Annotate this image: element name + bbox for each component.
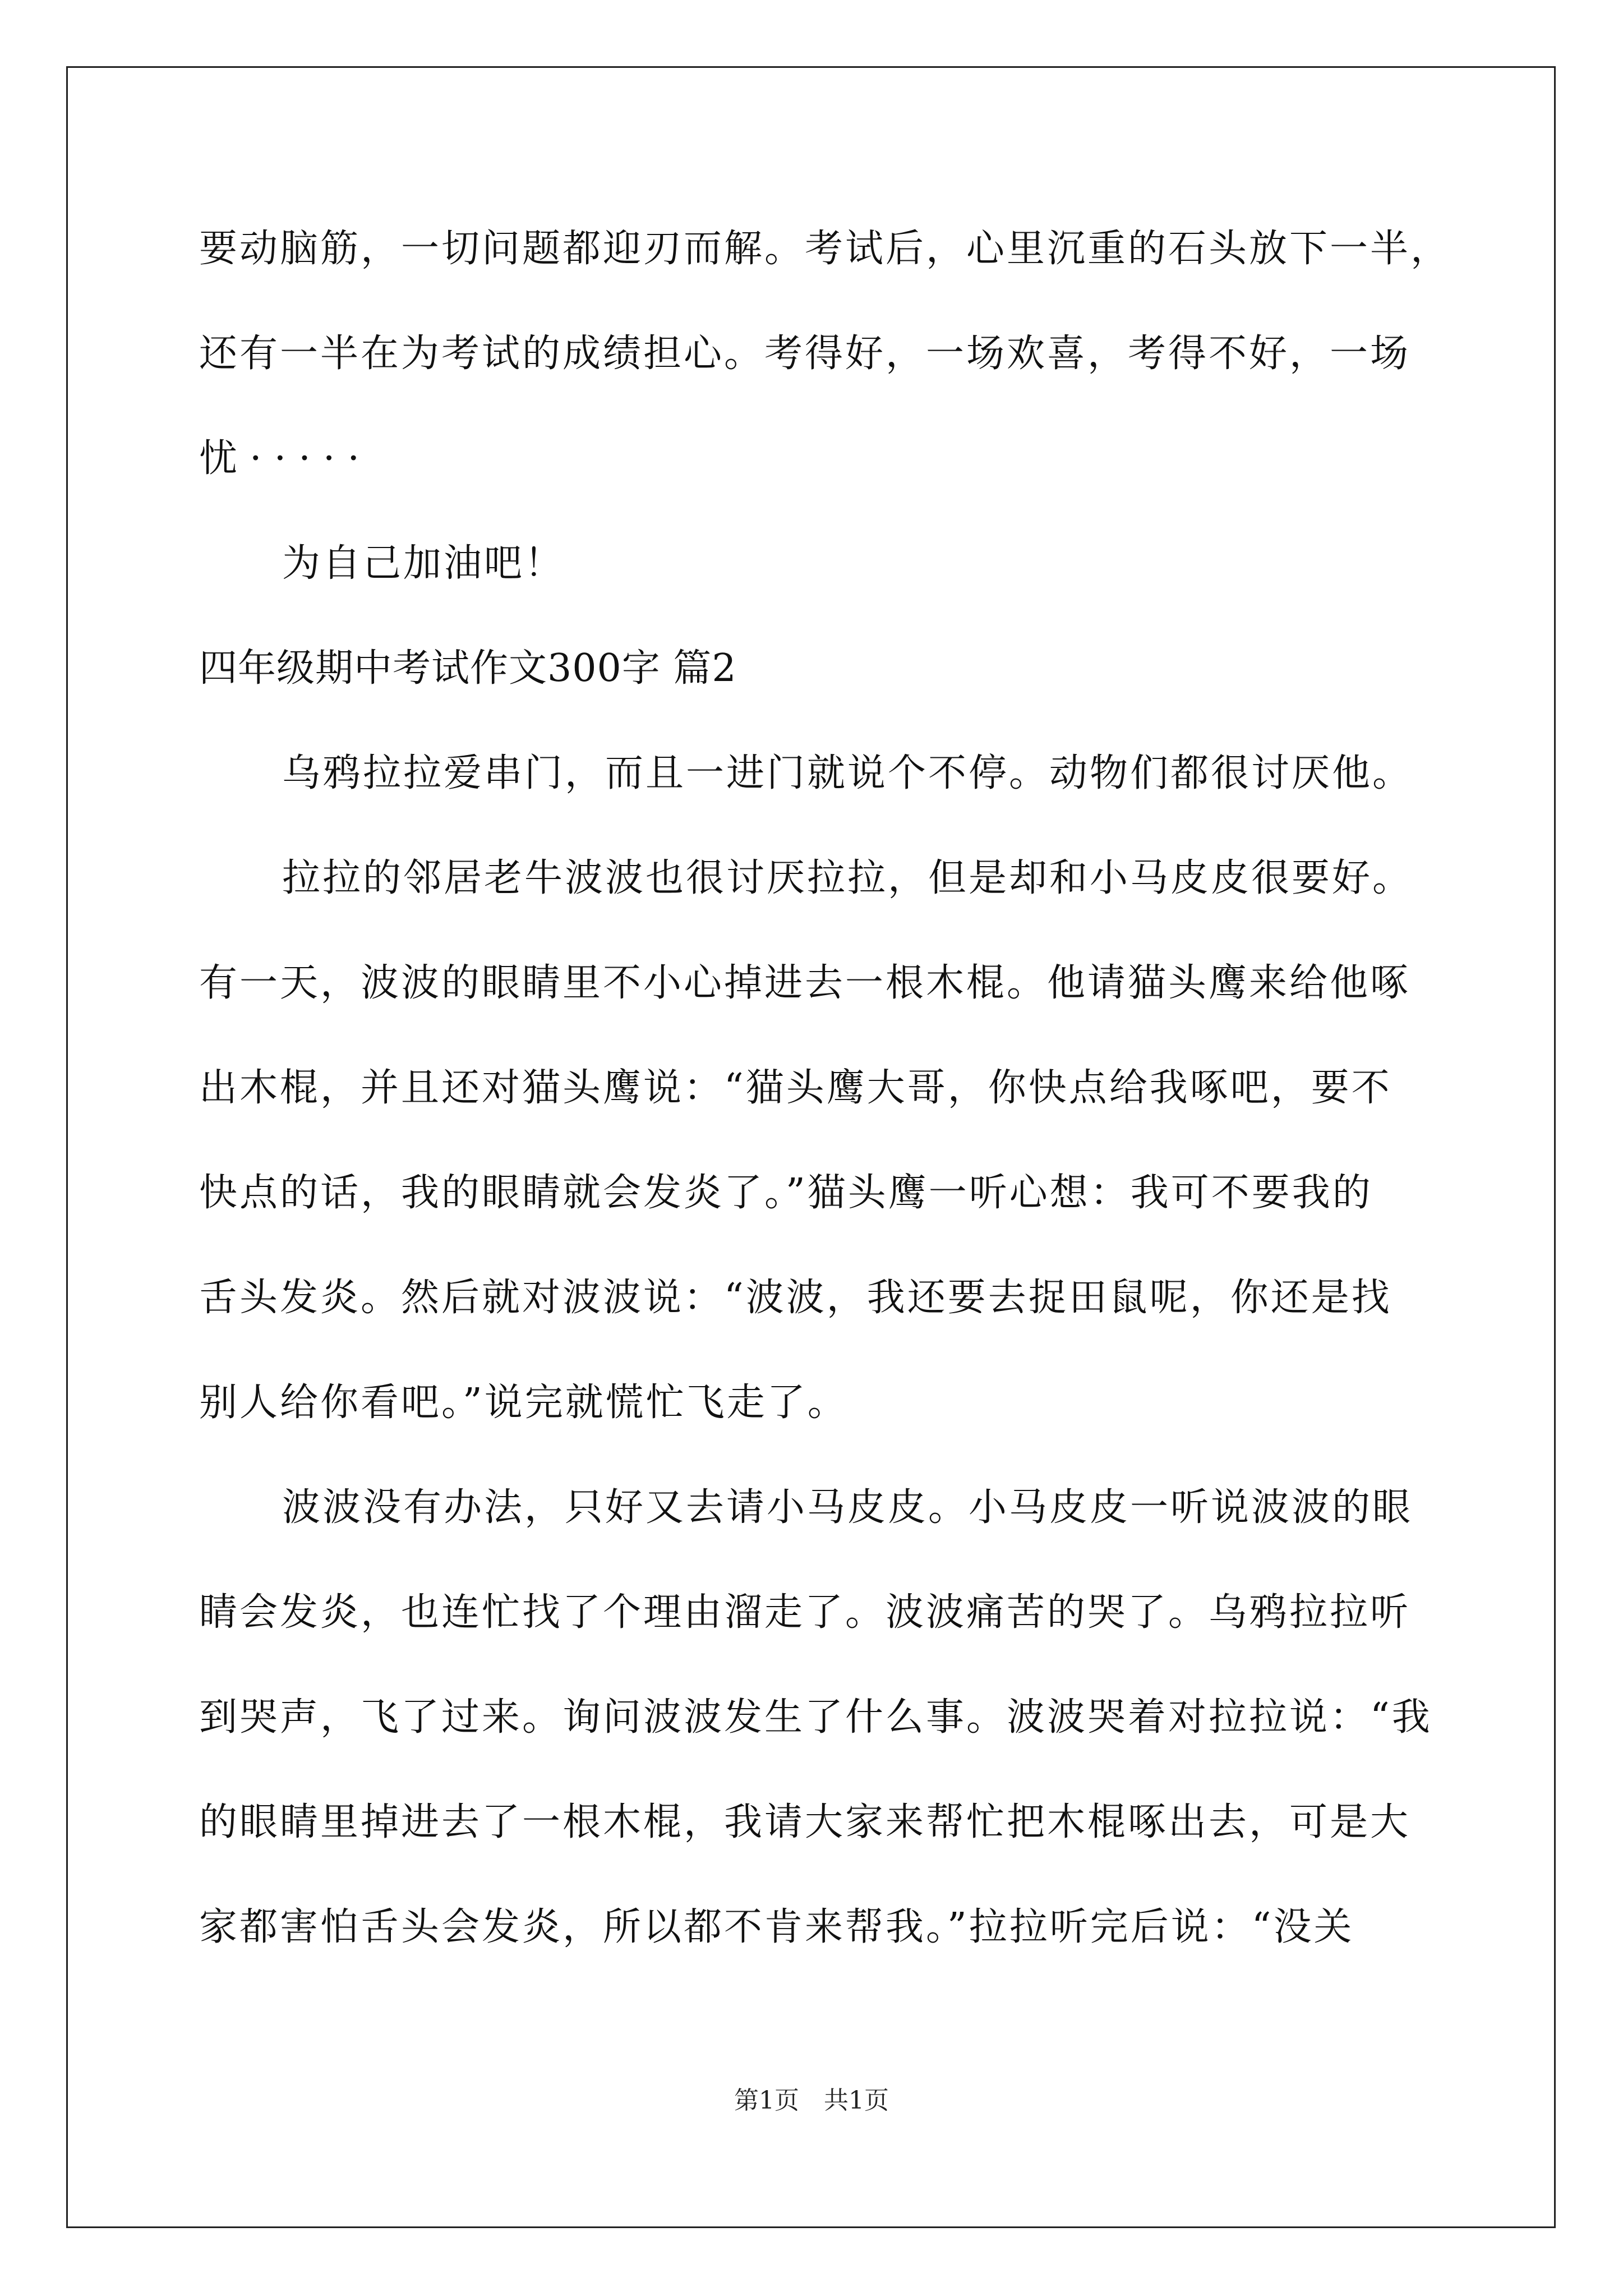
document-body bbox=[199, 196, 1451, 1980]
text-line: 别人给你看吧。”说完就慌忙飞走了。 bbox=[199, 1381, 848, 1425]
text-line: 睛会发炎，也连忙找了个理由溜走了。波波痛苦的哭了。乌鸦拉拉听 bbox=[199, 1590, 1411, 1635]
text-line: 有一天，波波的眼睛里不小心掉进去一根木棍。他请猫头鹰来给他啄 bbox=[199, 961, 1411, 1005]
paragraph-first-line: 拉拉的邻居老牛波波也很讨厌拉拉，但是却和小马皮皮很要好。 bbox=[282, 856, 1413, 900]
section-heading: 四年级期中考试作文300字 篇2 bbox=[199, 646, 737, 691]
paragraph-first-line: 为自己加油吧！ bbox=[282, 541, 565, 586]
paragraph-first-line: 波波没有办法，只好又去请小马皮皮。小马皮皮一听说波波的眼 bbox=[282, 1485, 1413, 1530]
text-line: 家都害怕舌头会发炎，所以都不肯来帮我。”拉拉听完后说：“没关 bbox=[199, 1905, 1354, 1949]
text-line: 忧····· bbox=[199, 436, 372, 481]
page-number-footer: 第1页 共1页 bbox=[734, 2086, 889, 2115]
text-line: 舌头发炎。然后就对波波说：“波波，我还要去捉田鼠呢，你还是找 bbox=[199, 1276, 1392, 1320]
paragraph-first-line: 乌鸦拉拉爱串门，而且一进门就说个不停。动物们都很讨厌他。 bbox=[282, 751, 1413, 795]
text-line: 的眼睛里掉进去了一根木棍，我请大家来帮忙把木棍啄出去，可是大 bbox=[199, 1800, 1411, 1844]
text-line: 快点的话，我的眼睛就会发炎了。”猫头鹰一听心想：我可不要我的 bbox=[199, 1171, 1373, 1215]
text-line: 到哭声，飞了过来。询问波波发生了什么事。波波哭着对拉拉说：“我 bbox=[199, 1695, 1432, 1740]
text-line: 要动脑筋，一切问题都迎刃而解。考试后，心里沉重的石头放下一半， bbox=[199, 227, 1451, 271]
text-line: 出木棍，并且还对猫头鹰说：“猫头鹰大哥，你快点给我啄吧，要不 bbox=[199, 1066, 1392, 1110]
text-line: 还有一半在为考试的成绩担心。考得好，一场欢喜，考得不好，一场 bbox=[199, 332, 1411, 376]
